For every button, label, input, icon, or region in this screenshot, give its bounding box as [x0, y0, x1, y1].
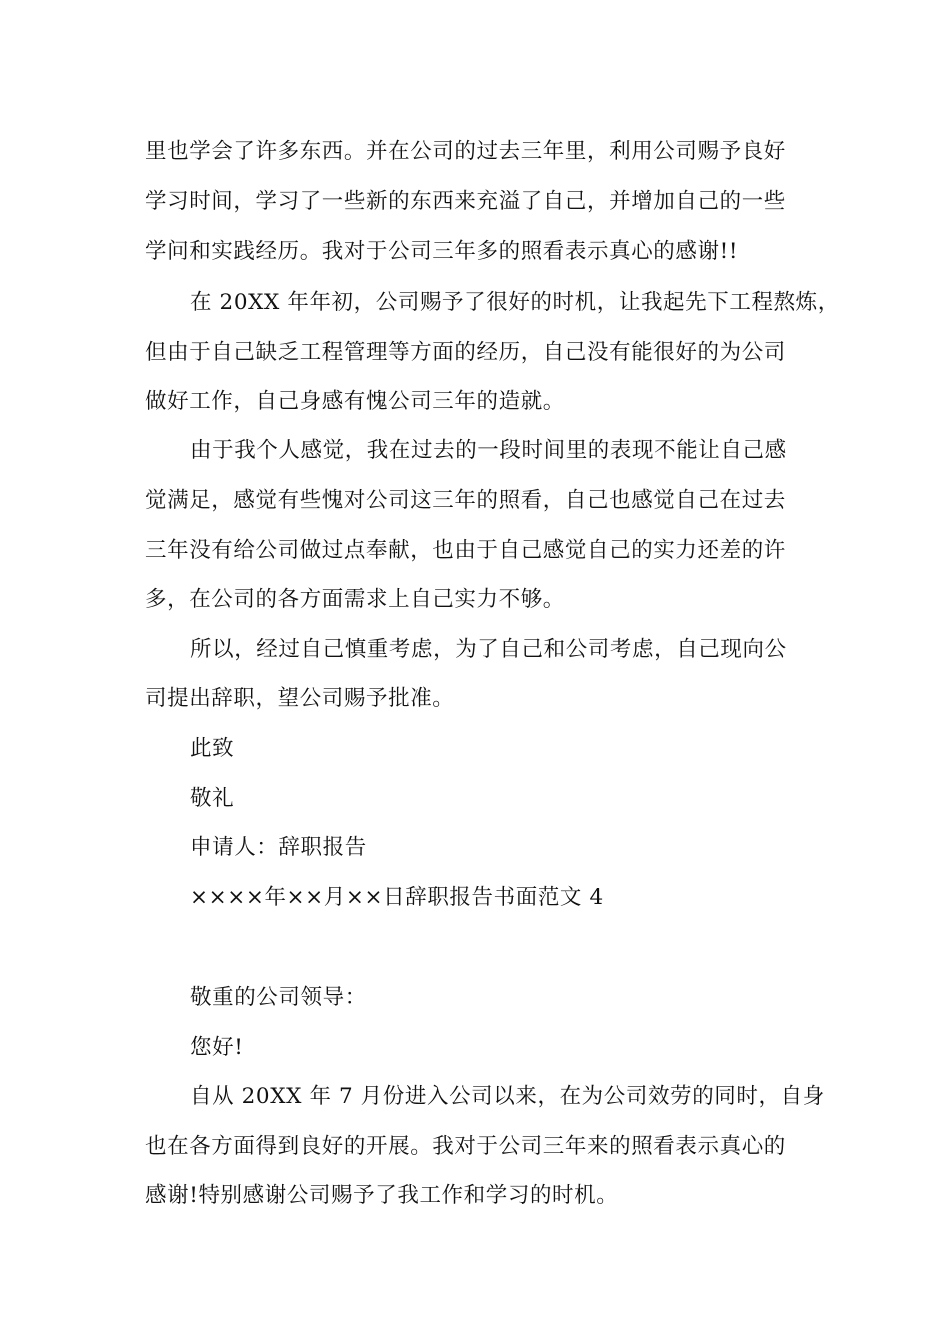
- paragraph-line: 也在各方面得到良好的开展。我对于公司三年来的照看表示真心的: [145, 1134, 786, 1159]
- salutation-line: 敬重的公司领导：: [190, 985, 367, 1010]
- paragraph-line: 所以，经过自己慎重考虑，为了自己和公司考虑，自己现向公: [190, 637, 787, 662]
- paragraph-line: 多，在公司的各方面需求上自己实力不够。: [145, 587, 565, 612]
- paragraph-line: 里也学会了许多东西。并在公司的过去三年里，利用公司赐予良好: [145, 139, 786, 164]
- paragraph-line: 做好工作，自己身感有愧公司三年的造就。: [145, 389, 565, 414]
- paragraph-line: 在 20XX 年年初，公司赐予了很好的时机，让我起先下工程熬炼，: [190, 290, 840, 315]
- paragraph-line: 但由于自己缺乏工程管理等方面的经历，自己没有能很好的为公司: [145, 340, 786, 365]
- paragraph-line: 自从 20XX 年 7 月份进入公司以来，在为公司效劳的同时，自身: [190, 1084, 825, 1109]
- date-title-line: ××××年××月××日辞职报告书面范文 4: [190, 885, 604, 910]
- paragraph-line: 由于我个人感觉，我在过去的一段时间里的表现不能让自己感: [190, 438, 787, 463]
- paragraph-line: 学习时间，学习了一些新的东西来充溢了自己，并增加自己的一些: [145, 189, 786, 214]
- closing-line: 敬礼: [190, 786, 235, 811]
- paragraph-line: 三年没有给公司做过点奉献，也由于自己感觉自己的实力还差的许: [145, 538, 786, 563]
- closing-line: 此致: [190, 736, 235, 761]
- signature-line: 申请人：辞职报告: [190, 835, 367, 860]
- greeting-line: 您好!: [190, 1035, 244, 1060]
- paragraph-line: 觉满足，感觉有些愧对公司这三年的照看，自己也感觉自己在过去: [145, 488, 786, 513]
- paragraph-line: 学问和实践经历。我对于公司三年多的照看表示真心的感谢!!: [145, 239, 739, 264]
- paragraph-line: 感谢!特别感谢公司赐予了我工作和学习的时机。: [145, 1183, 619, 1208]
- paragraph-line: 司提出辞职，望公司赐予批准。: [145, 686, 455, 711]
